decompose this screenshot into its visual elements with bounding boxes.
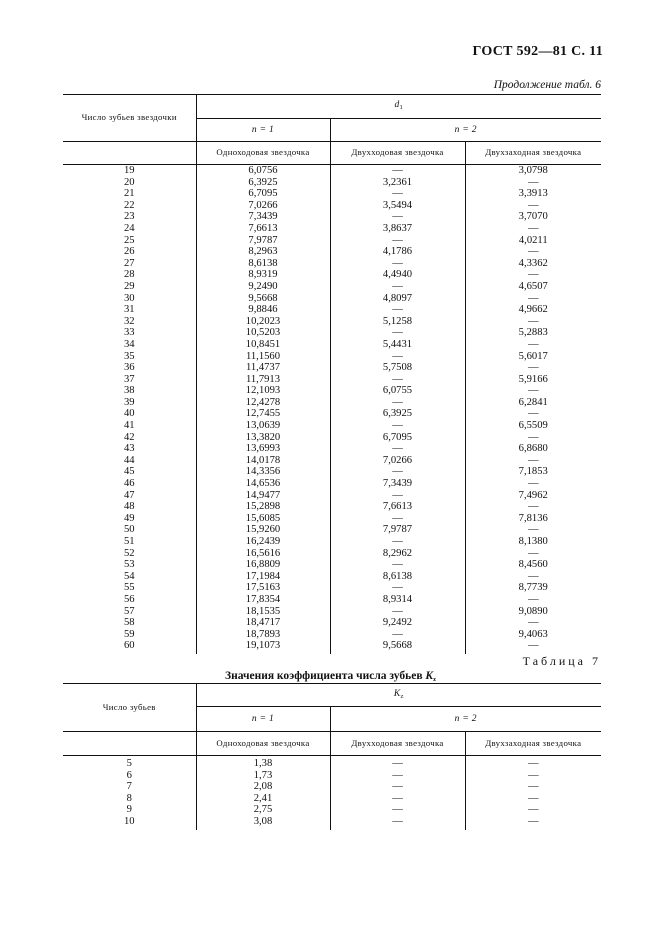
cell-double-b: 3,7070: [465, 211, 601, 223]
cell-double-a: 4,1786: [330, 246, 465, 258]
cell-teeth: 42: [123, 431, 135, 443]
cell-double-a: 9,5668: [330, 640, 465, 654]
column-header-double-b: Двухзаходная звездочка: [465, 732, 601, 756]
cell-teeth: 20: [123, 176, 135, 188]
cell-teeth: 7: [126, 781, 132, 793]
table-row: [63, 235, 601, 247]
cell-double-b: 4,9662: [465, 304, 601, 316]
cell-teeth: 23: [123, 211, 135, 223]
cell-single: 12,7455: [196, 408, 330, 420]
table-7-label: Таблица 7: [522, 654, 601, 668]
cell-single: 1,38: [196, 756, 330, 770]
cell-teeth: 56: [123, 593, 135, 605]
cell-single: 16,8809: [196, 559, 330, 571]
table-7-body: [63, 756, 601, 830]
column-header-n2: [330, 119, 601, 142]
cell-double-b: 7,8136: [465, 513, 601, 525]
cell-single: 18,4717: [196, 617, 330, 629]
cell-double-b: —: [465, 617, 601, 629]
table-row: [63, 756, 601, 770]
cell-double-a: —: [330, 466, 465, 478]
cell-double-b: —: [465, 362, 601, 374]
cell-teeth: 8: [126, 792, 132, 804]
cell-double-a: 7,6613: [330, 501, 465, 513]
cell-single: 14,6536: [196, 478, 330, 490]
cell-single: 13,3820: [196, 432, 330, 444]
cell-single: 11,4737: [196, 362, 330, 374]
n2-label: n = 2: [454, 124, 477, 135]
cell-double-b: 9,4063: [465, 629, 601, 641]
cell-double-b: —: [465, 594, 601, 606]
cell-double-b: —: [465, 478, 601, 490]
column-header-n1: [196, 119, 330, 142]
cell-teeth: 37: [123, 373, 135, 385]
table-row: [63, 188, 601, 200]
cell-single: 18,1535: [196, 606, 330, 618]
table-row: [63, 385, 601, 397]
table-7-title-symbol: K: [425, 670, 434, 682]
cell-teeth: 46: [123, 478, 135, 490]
cell-teeth: 25: [123, 234, 135, 246]
cell-double-a: —: [330, 781, 465, 793]
table-row: [63, 269, 601, 281]
cell-teeth: 6: [126, 769, 132, 781]
cell-double-a: —: [330, 374, 465, 386]
cell-single: 14,3356: [196, 466, 330, 478]
cell-teeth: 28: [123, 269, 135, 281]
page-header: ГОСТ 592—81 С. 11: [472, 44, 603, 59]
cell-single: 10,8451: [196, 339, 330, 351]
cell-teeth: 41: [123, 420, 135, 432]
d-subscript: 1: [399, 104, 404, 112]
cell-double-b: —: [465, 793, 601, 805]
cell-double-a: —: [330, 420, 465, 432]
cell-double-b: —: [465, 408, 601, 420]
table-row: [63, 281, 601, 293]
n1-label: n = 1: [251, 713, 275, 724]
cell-single: 10,2023: [196, 316, 330, 328]
cell-double-b: —: [465, 339, 601, 351]
cell-teeth: 38: [123, 385, 135, 397]
cell-teeth: 59: [123, 628, 135, 640]
cell-teeth: 58: [123, 617, 135, 629]
cell-teeth: 26: [123, 246, 135, 258]
table-row: [63, 781, 601, 793]
cell-single: 1,73: [196, 770, 330, 782]
table-row: [63, 339, 601, 351]
cell-teeth: 24: [123, 222, 135, 234]
table-7-title: [0, 670, 661, 683]
cell-double-a: 5,4431: [330, 339, 465, 351]
table-row: [63, 223, 601, 235]
cell-single: 2,08: [196, 781, 330, 793]
cell-double-a: —: [330, 756, 465, 770]
cell-double-a: 3,8637: [330, 223, 465, 235]
cell-double-b: 5,2883: [465, 327, 601, 339]
cell-single: 15,6085: [196, 513, 330, 525]
cell-double-a: 8,2962: [330, 548, 465, 560]
cell-double-b: —: [465, 524, 601, 536]
cell-double-b: —: [465, 501, 601, 513]
cell-teeth: 52: [123, 547, 135, 559]
table-row: [63, 455, 601, 467]
cell-double-b: 8,7739: [465, 582, 601, 594]
cell-double-a: —: [330, 351, 465, 363]
column-header-blank: [63, 142, 196, 165]
cell-double-a: 5,7508: [330, 362, 465, 374]
table-7: [63, 683, 601, 830]
cell-double-a: 5,1258: [330, 316, 465, 328]
cell-teeth: 22: [123, 199, 135, 211]
cell-single: 11,1560: [196, 351, 330, 363]
cell-double-a: —: [330, 582, 465, 594]
cell-teeth: 47: [123, 489, 135, 501]
cell-double-a: —: [330, 513, 465, 525]
column-header-double-a: Двухходовая звездочка: [330, 732, 465, 756]
cell-teeth: 53: [123, 559, 135, 571]
cell-double-b: 6,2841: [465, 397, 601, 409]
cell-single: 9,5668: [196, 293, 330, 305]
table-continuation-note: Продолжение табл. 6: [493, 79, 601, 91]
cell-double-a: —: [330, 258, 465, 270]
cell-double-a: —: [330, 327, 465, 339]
cell-double-a: —: [330, 490, 465, 502]
cell-teeth: 44: [123, 454, 135, 466]
cell-double-a: —: [330, 188, 465, 200]
cell-single: 3,08: [196, 816, 330, 830]
table-row: [63, 246, 601, 258]
column-header-kz: [196, 684, 601, 707]
cell-single: 6,7095: [196, 188, 330, 200]
n1-label: n = 1: [251, 124, 275, 135]
table-row: [63, 617, 601, 629]
cell-single: 11,7913: [196, 374, 330, 386]
cell-teeth: 19: [123, 165, 135, 176]
cell-teeth: 48: [123, 501, 135, 513]
column-header-teeth-count: Число зубьев звездочки: [63, 95, 196, 142]
table-row: [63, 177, 601, 189]
table-row: [63, 397, 601, 409]
table-row: [63, 258, 601, 270]
cell-teeth: 39: [123, 396, 135, 408]
cell-double-b: —: [465, 246, 601, 258]
cell-double-b: —: [465, 177, 601, 189]
cell-single: 2,75: [196, 804, 330, 816]
table-row: [63, 804, 601, 816]
column-header-d1: [196, 95, 601, 119]
cell-double-b: —: [465, 432, 601, 444]
cell-single: 19,1073: [196, 640, 330, 654]
table-row: [63, 304, 601, 316]
cell-double-b: —: [465, 781, 601, 793]
cell-double-a: —: [330, 397, 465, 409]
cell-double-b: —: [465, 200, 601, 212]
n2-label: n = 2: [454, 713, 477, 724]
table-row: [63, 524, 601, 536]
table-row: [63, 629, 601, 641]
cell-single: 18,7893: [196, 629, 330, 641]
cell-double-b: 3,0798: [465, 165, 601, 177]
cell-single: 9,2490: [196, 281, 330, 293]
cell-single: 13,0639: [196, 420, 330, 432]
cell-double-b: —: [465, 293, 601, 305]
cell-double-b: 4,3362: [465, 258, 601, 270]
table-6-body: [63, 165, 601, 654]
cell-teeth: 45: [123, 466, 135, 478]
cell-teeth: 51: [123, 536, 135, 547]
cell-single: 14,9477: [196, 490, 330, 502]
cell-double-b: —: [465, 571, 601, 583]
d-symbol: d: [394, 100, 400, 111]
table-row: [63, 770, 601, 782]
table-row: [63, 478, 601, 490]
cell-single: 7,0266: [196, 200, 330, 212]
cell-single: 17,1984: [196, 571, 330, 583]
cell-double-a: —: [330, 304, 465, 316]
cell-double-b: —: [465, 455, 601, 467]
cell-single: 6,3925: [196, 177, 330, 189]
table-row: [63, 420, 601, 432]
column-header-double-a: Двухходовая звездочка: [330, 142, 465, 165]
cell-teeth: 32: [123, 315, 135, 327]
table-row: [63, 490, 601, 502]
cell-double-a: —: [330, 804, 465, 816]
cell-teeth: 10: [123, 815, 135, 827]
cell-teeth: 21: [123, 188, 135, 200]
cell-double-a: 4,8097: [330, 293, 465, 305]
cell-teeth: 40: [123, 408, 135, 420]
table-row: [63, 559, 601, 571]
table-row: [63, 536, 601, 548]
cell-teeth: 55: [123, 582, 135, 594]
column-header-blank: [63, 732, 196, 756]
cell-double-a: 3,5494: [330, 200, 465, 212]
cell-double-a: 6,3925: [330, 408, 465, 420]
cell-double-a: 7,0266: [330, 455, 465, 467]
cell-single: 9,8846: [196, 304, 330, 316]
cell-single: 10,5203: [196, 327, 330, 339]
table-row: [63, 362, 601, 374]
cell-single: 2,41: [196, 793, 330, 805]
cell-double-b: —: [465, 223, 601, 235]
cell-single: 12,1093: [196, 385, 330, 397]
cell-single: 15,2898: [196, 501, 330, 513]
cell-double-a: 4,4940: [330, 269, 465, 281]
cell-teeth: 43: [123, 443, 135, 455]
column-header-single: Одноходовая звездочка: [196, 142, 330, 165]
cell-double-a: —: [330, 211, 465, 223]
cell-double-b: 5,9166: [465, 374, 601, 386]
table-row: [63, 606, 601, 618]
cell-single: 17,5163: [196, 582, 330, 594]
cell-single: 13,6993: [196, 443, 330, 455]
cell-double-b: —: [465, 269, 601, 281]
cell-double-b: —: [465, 316, 601, 328]
cell-single: 12,4278: [196, 397, 330, 409]
cell-double-a: —: [330, 559, 465, 571]
table-row: [63, 501, 601, 513]
table-row: [63, 466, 601, 478]
cell-double-b: 3,3913: [465, 188, 601, 200]
cell-teeth: 29: [123, 280, 135, 292]
cell-teeth: 30: [123, 292, 135, 304]
table-row: [63, 443, 601, 455]
table-row: [63, 408, 601, 420]
cell-teeth: 35: [123, 350, 135, 362]
column-header-teeth: Число зубьев: [63, 684, 196, 732]
column-header-single: Одноходовая звездочка: [196, 732, 330, 756]
k-subscript: z: [400, 692, 404, 700]
cell-double-a: —: [330, 536, 465, 548]
cell-double-b: 8,4560: [465, 559, 601, 571]
cell-double-a: —: [330, 443, 465, 455]
cell-double-b: —: [465, 548, 601, 560]
table-row: [63, 351, 601, 363]
column-header-double-b: Двухзаходная звездочка: [465, 142, 601, 165]
cell-double-a: —: [330, 793, 465, 805]
table-row: [63, 548, 601, 560]
cell-double-a: —: [330, 770, 465, 782]
cell-double-a: 9,2492: [330, 617, 465, 629]
cell-double-a: 8,6138: [330, 571, 465, 583]
column-header-n1: [196, 707, 330, 732]
cell-double-b: —: [465, 756, 601, 770]
cell-teeth: 5: [126, 758, 132, 769]
cell-teeth: 54: [123, 570, 135, 582]
cell-double-a: 7,9787: [330, 524, 465, 536]
cell-double-b: 5,6017: [465, 351, 601, 363]
cell-teeth: 9: [126, 804, 132, 816]
cell-double-b: —: [465, 385, 601, 397]
table-row: [63, 816, 601, 830]
table-row: [63, 211, 601, 223]
table-row: [63, 513, 601, 525]
cell-double-b: 6,5509: [465, 420, 601, 432]
cell-double-a: —: [330, 816, 465, 830]
table-7-title-subscript: z: [433, 676, 436, 683]
table-row: [63, 594, 601, 606]
cell-double-b: 6,8680: [465, 443, 601, 455]
cell-single: 14,0178: [196, 455, 330, 467]
cell-single: 7,3439: [196, 211, 330, 223]
cell-double-b: —: [465, 804, 601, 816]
cell-double-b: 7,4962: [465, 490, 601, 502]
table-row: [63, 165, 601, 177]
cell-double-a: 7,3439: [330, 478, 465, 490]
cell-single: 16,5616: [196, 548, 330, 560]
cell-double-a: 6,0755: [330, 385, 465, 397]
cell-teeth: 27: [123, 257, 135, 269]
cell-double-b: 8,1380: [465, 536, 601, 548]
cell-double-b: —: [465, 816, 601, 830]
table-6: [63, 94, 601, 654]
cell-double-a: 6,7095: [330, 432, 465, 444]
cell-double-a: —: [330, 281, 465, 293]
table-row: [63, 200, 601, 212]
table-row: [63, 582, 601, 594]
cell-single: 15,9260: [196, 524, 330, 536]
cell-single: 7,6613: [196, 223, 330, 235]
cell-double-b: —: [465, 770, 601, 782]
table-row: [63, 293, 601, 305]
cell-double-a: —: [330, 606, 465, 618]
cell-single: 17,8354: [196, 594, 330, 606]
cell-teeth: 34: [123, 338, 135, 350]
table-row: [63, 793, 601, 805]
column-header-n2: [330, 707, 601, 732]
cell-double-a: 3,2361: [330, 177, 465, 189]
cell-single: 16,2439: [196, 536, 330, 548]
cell-double-a: —: [330, 235, 465, 247]
table-row: [63, 374, 601, 386]
cell-teeth: 57: [123, 605, 135, 617]
table-row: [63, 571, 601, 583]
cell-teeth: 33: [123, 327, 135, 339]
table-row: [63, 432, 601, 444]
table-row: [63, 316, 601, 328]
cell-double-b: —: [465, 640, 601, 654]
cell-double-a: —: [330, 165, 465, 177]
k-symbol: K: [393, 688, 401, 699]
cell-double-b: 4,6507: [465, 281, 601, 293]
cell-teeth: 49: [123, 512, 135, 524]
cell-double-b: 4,0211: [465, 235, 601, 247]
cell-teeth: 50: [123, 524, 135, 536]
cell-single: 8,9319: [196, 269, 330, 281]
cell-double-a: 8,9314: [330, 594, 465, 606]
table-row: [63, 640, 601, 654]
cell-double-a: —: [330, 629, 465, 641]
cell-teeth: 31: [123, 304, 135, 316]
cell-single: 6,0756: [196, 165, 330, 177]
table-row: [63, 327, 601, 339]
cell-teeth: 36: [123, 362, 135, 374]
cell-double-b: 9,0890: [465, 606, 601, 618]
cell-double-b: 7,1853: [465, 466, 601, 478]
cell-teeth: 60: [123, 640, 135, 652]
cell-single: 8,2963: [196, 246, 330, 258]
cell-single: 8,6138: [196, 258, 330, 270]
table-7-title-text: Значения коэффициента числа зубьев: [225, 670, 423, 682]
cell-single: 7,9787: [196, 235, 330, 247]
